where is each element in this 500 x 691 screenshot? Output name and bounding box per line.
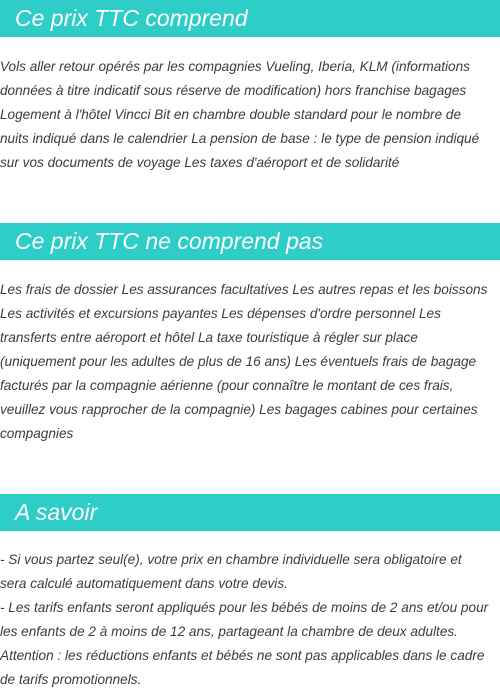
section-header-excludes: [0, 223, 500, 260]
text-line: nuits indiqué dans le calendrier La pension de base : le type de pension indiqué: [0, 131, 480, 146]
section-title: A savoir: [15, 499, 98, 525]
section-body-good-to-know: [0, 548, 500, 691]
text-line: les enfants de 2 à moins de 12 ans, partageant la chambre de deux adultes.: [0, 624, 458, 639]
text-line: Vols aller retour opérés par les compagnies Vueling, Iberia, KLM (informations: [0, 59, 470, 74]
text-line: Attention : les réductions enfants et bébés ne sont pas applicables dans le cadre: [0, 648, 485, 663]
text-line: sur vos documents de voyage Les taxes d'aéroport et de solidarité: [0, 155, 400, 170]
text-line: Les activités et excursions payantes Les dépenses d'ordre personnel Les: [0, 306, 441, 321]
text-line: Les frais de dossier Les assurances facultatives Les autres repas et les boissons: [0, 282, 488, 297]
section-header-good-to-know: [0, 494, 500, 531]
section-header-includes: [0, 0, 500, 37]
section-title: Ce prix TTC ne comprend pas: [15, 228, 324, 254]
text-line: compagnies: [0, 426, 74, 441]
text-line: veuillez vous rapprocher de la compagnie) Les bagages cabines pour certaines: [0, 402, 478, 417]
text-line: sera calculé automatiquement dans votre devis.: [0, 576, 288, 591]
section-body-excludes: [0, 278, 500, 446]
text-line: Logement à l'hôtel Vincci Bit en chambre double standard pour le nombre de: [0, 107, 462, 122]
text-line: de tarifs promotionnels.: [0, 672, 142, 687]
section-body-includes: [0, 55, 500, 175]
text-line: (uniquement pour les adultes de plus de 16 ans) Les éventuels frais de bagage: [0, 354, 477, 369]
text-line: - Si vous partez seul(e), votre prix en chambre individuelle sera obligatoire et: [0, 552, 462, 567]
section-title: Ce prix TTC comprend: [15, 5, 248, 31]
text-line: données à titre indicatif sous réserve de modification) hors franchise bagages: [0, 83, 467, 98]
text-line: - Les tarifs enfants seront appliqués pour les bébés de moins de 2 ans et/ou pour: [0, 600, 489, 615]
text-line: transferts entre aéroport et hôtel La taxe touristique à régler sur place: [0, 330, 418, 345]
text-line: facturés par la compagnie aérienne (pour connaître le montant de ces frais,: [0, 378, 454, 393]
